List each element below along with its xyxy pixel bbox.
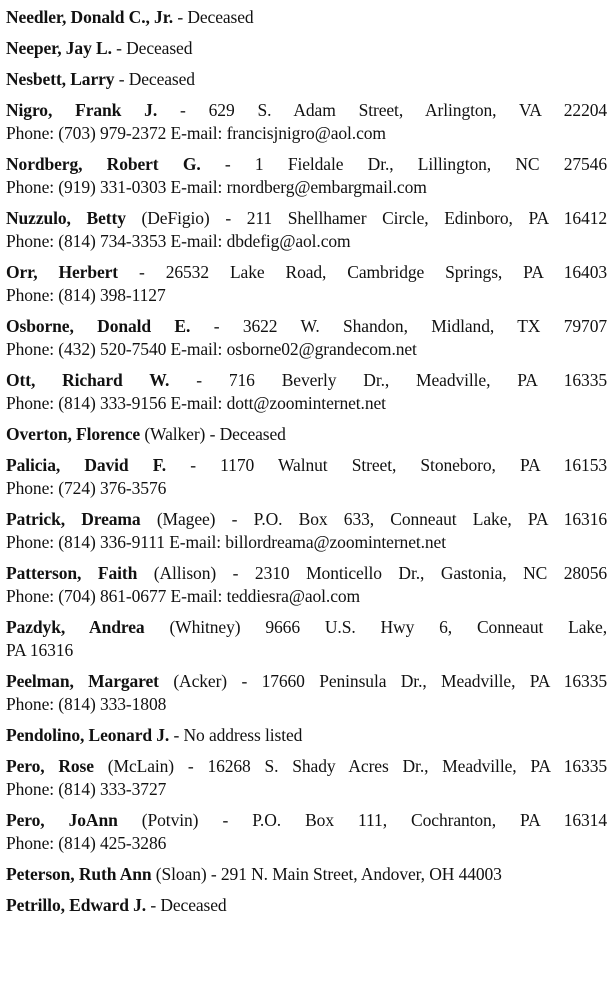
entry-details: - Deceased <box>116 38 193 58</box>
entry-first-line <box>6 424 286 444</box>
entry-details: - Deceased <box>118 69 195 89</box>
directory-entry <box>6 37 607 60</box>
entry-name: Pero, Rose <box>6 756 94 776</box>
directory-entry <box>6 755 607 801</box>
entry-first-line <box>6 69 195 89</box>
entry-first-line <box>6 261 607 284</box>
entry-name: Ott, Richard W. <box>6 370 170 390</box>
entry-maiden-name: (Magee) <box>156 509 216 529</box>
directory-entry <box>6 315 607 361</box>
entry-details: - 16268 S. Shady Acres Dr., Meadville, PA 16335 <box>187 756 608 776</box>
entry-name: Orr, Herbert <box>6 262 119 282</box>
entry-name: Palicia, David F. <box>6 455 167 475</box>
entry-first-line <box>6 755 607 778</box>
entry-details: - Deceased <box>209 424 286 444</box>
entry-contact-line: Phone: (432) 520-7540 E-mail: osborne02@grandecom.net <box>6 339 417 359</box>
entry-maiden-name: (DeFigio) <box>141 208 210 228</box>
entry-contact-line: Phone: (814) 333-9156 E-mail: dott@zoominternet.net <box>6 393 386 413</box>
directory-entry <box>6 724 607 747</box>
entry-name: Peelman, Margaret <box>6 671 159 691</box>
directory-entry <box>6 562 607 608</box>
entry-name: Patterson, Faith <box>6 563 138 583</box>
entry-contact-line: Phone: (919) 331-0303 E-mail: rnordberg@embargmail.com <box>6 177 427 197</box>
entry-details: - 291 N. Main Street, Andover, OH 44003 <box>210 864 502 884</box>
entry-contact-line: Phone: (704) 861-0677 E-mail: teddiesra@aol.com <box>6 586 361 606</box>
entry-name: Nigro, Frank J. <box>6 100 158 120</box>
entry-first-line <box>6 315 607 338</box>
entry-details: - No address listed <box>173 725 303 745</box>
entry-first-line <box>6 7 254 27</box>
directory-entry <box>6 670 607 716</box>
entry-contact-line: Phone: (814) 734-3353 E-mail: dbdefig@aol.com <box>6 231 351 251</box>
entry-first-line <box>6 38 192 58</box>
directory-entry <box>6 863 607 886</box>
entry-name: Nuzzulo, Betty <box>6 208 126 228</box>
entry-maiden-name: (Acker) <box>173 671 228 691</box>
directory-entry <box>6 369 607 415</box>
entry-name: Nesbett, Larry <box>6 69 115 89</box>
entry-first-line <box>6 153 607 176</box>
entry-details: - 716 Beverly Dr., Meadville, PA 16335 <box>196 370 608 390</box>
entry-details: - P.O. Box 633, Conneaut Lake, PA 16316 <box>231 509 608 529</box>
entry-details: - 1 Fieldale Dr., Lillington, NC 27546 <box>224 154 607 174</box>
directory-entry <box>6 616 607 662</box>
entry-name: Pendolino, Leonard J. <box>6 725 170 745</box>
entry-details: - 1170 Walnut Street, Stoneboro, PA 16153 <box>190 455 608 475</box>
entry-maiden-name: (Whitney) <box>169 617 241 637</box>
entry-details: - 2310 Monticello Dr., Gastonia, NC 28056 <box>232 563 607 583</box>
entry-details: 9666 U.S. Hwy 6, Conneaut Lake, <box>265 617 608 637</box>
entry-contact-line: PA 16316 <box>6 640 74 660</box>
entry-details: - P.O. Box 111, Cochranton, PA 16314 <box>222 810 607 830</box>
directory-list <box>6 6 607 917</box>
entry-contact-line: Phone: (814) 336-9111 E-mail: billordreama@zoominternet.net <box>6 532 446 552</box>
entry-details: - Deceased <box>150 895 227 915</box>
entry-name: Needler, Donald C., Jr. <box>6 7 174 27</box>
entry-name: Nordberg, Robert G. <box>6 154 201 174</box>
directory-entry <box>6 153 607 199</box>
entry-details: - 629 S. Adam Street, Arlington, VA 22204 <box>180 100 608 120</box>
entry-first-line <box>6 616 607 639</box>
entry-details: - 211 Shellhamer Circle, Edinboro, PA 16412 <box>225 208 608 228</box>
directory-entry <box>6 207 607 253</box>
entry-contact-line: Phone: (814) 333-3727 <box>6 779 167 799</box>
entry-contact-line: Phone: (814) 425-3286 <box>6 833 167 853</box>
entry-name: Peterson, Ruth Ann <box>6 864 152 884</box>
directory-entry <box>6 508 607 554</box>
entry-contact-line: Phone: (724) 376-3576 <box>6 478 167 498</box>
entry-maiden-name: (Allison) <box>153 563 217 583</box>
entry-first-line <box>6 207 607 230</box>
entry-details: - 26532 Lake Road, Cambridge Springs, PA 16403 <box>139 262 607 282</box>
entry-first-line <box>6 508 607 531</box>
entry-maiden-name: (Sloan) <box>155 864 207 884</box>
entry-contact-line: Phone: (814) 333-1808 <box>6 694 167 714</box>
entry-name: Pero, JoAnn <box>6 810 118 830</box>
entry-first-line <box>6 725 302 745</box>
entry-maiden-name: (Walker) <box>144 424 206 444</box>
directory-entry <box>6 99 607 145</box>
entry-details: - 3622 W. Shandon, Midland, TX 79707 <box>213 316 608 336</box>
directory-page <box>6 6 607 925</box>
directory-entry <box>6 809 607 855</box>
entry-details: - Deceased <box>177 7 254 27</box>
entry-maiden-name: (Potvin) <box>141 810 199 830</box>
entry-name: Petrillo, Edward J. <box>6 895 147 915</box>
entry-name: Pazdyk, Andrea <box>6 617 145 637</box>
entry-name: Overton, Florence <box>6 424 141 444</box>
entry-name: Patrick, Dreama <box>6 509 141 529</box>
entry-name: Osborne, Donald E. <box>6 316 191 336</box>
entry-first-line <box>6 454 607 477</box>
entry-first-line <box>6 670 607 693</box>
entry-first-line <box>6 562 607 585</box>
directory-entry <box>6 454 607 500</box>
entry-contact-line: Phone: (814) 398-1127 <box>6 285 166 305</box>
entry-contact-line: Phone: (703) 979-2372 E-mail: francisjnigro@aol.com <box>6 123 386 143</box>
entry-first-line <box>6 895 227 915</box>
entry-first-line <box>6 369 607 392</box>
directory-entry <box>6 423 607 446</box>
directory-entry <box>6 894 607 917</box>
entry-maiden-name: (McLain) <box>107 756 175 776</box>
directory-entry <box>6 6 607 29</box>
directory-entry <box>6 261 607 307</box>
entry-name: Neeper, Jay L. <box>6 38 112 58</box>
entry-first-line <box>6 809 607 832</box>
directory-entry <box>6 68 607 91</box>
entry-first-line <box>6 864 502 884</box>
entry-first-line <box>6 99 607 122</box>
entry-details: - 17660 Peninsula Dr., Meadville, PA 16335 <box>241 671 607 691</box>
